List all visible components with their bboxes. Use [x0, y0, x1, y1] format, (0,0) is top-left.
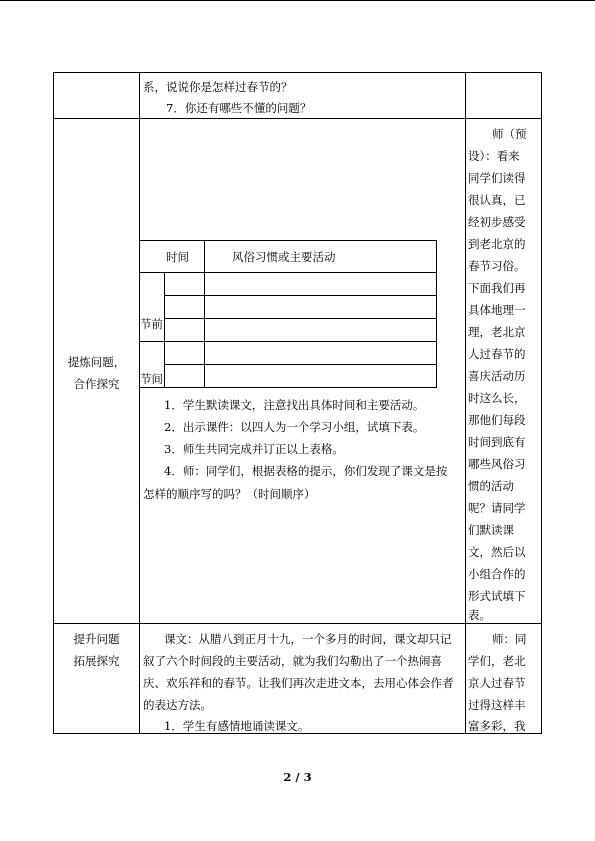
refine-step-4: 4．师：同学们，根据表格的提示，你们发现了课文是按 [164, 464, 448, 478]
extend-body-line-1: 课文：从腊八到正月十九，一个多月的时间，课文却只记 [164, 632, 452, 646]
top-row-line-2: 7．你还有哪些不懂的问题？ [166, 101, 312, 115]
refine-step-4-cont: 怎样的顺序写的吗？（时间顺序） [143, 487, 316, 501]
table-bottom-border [53, 733, 542, 734]
table-top-border [53, 72, 542, 73]
inner-table-header-time: 时间 [166, 250, 189, 264]
table-right-border [541, 72, 542, 733]
page-number: 2 / 3 [283, 770, 312, 784]
table-row-divider-1 [53, 118, 542, 119]
table-col-divider-2 [465, 72, 466, 733]
refine-step-3: 3．师生共同完成并订正以上表格。 [164, 442, 344, 456]
top-row-line-1: 系，说说你是怎样过春节的？ [143, 80, 293, 94]
extend-body-line-4: 的表达方法。 [143, 698, 212, 712]
table-col-divider-1 [139, 72, 140, 733]
section-extend-label-2: 拓展探究 [73, 654, 120, 668]
section-refine-label-1: 提炼问题， [67, 355, 126, 369]
refine-step-2: 2．出示课件：以四人为一个学习小组，试填下表。 [164, 420, 425, 434]
inner-table-group-before: 节前 [140, 317, 163, 331]
inner-table-header-activity: 风俗习惯或主要活动 [232, 250, 336, 264]
extend-body-line-3: 庆、欢乐祥和的春节。让我们再次走进文本，去用心体会作者 [143, 676, 454, 690]
refine-step-1: 1．学生默读课文，注意找出具体时间和主要活动。 [164, 398, 425, 412]
extend-body-line-2: 叙了六个时间段的主要活动，就为我们勾勒出了一个热闹喜 [143, 654, 442, 668]
inner-table-group-during: 节间 [140, 372, 163, 386]
table-row-divider-2 [53, 623, 542, 624]
section-refine-label-2: 合作探究 [73, 377, 120, 391]
page-top-border [0, 0, 595, 1]
section-extend-label-1: 提升问题 [73, 632, 120, 646]
extend-body-line-5: 1．学生有感情地诵读课文。 [164, 719, 310, 733]
